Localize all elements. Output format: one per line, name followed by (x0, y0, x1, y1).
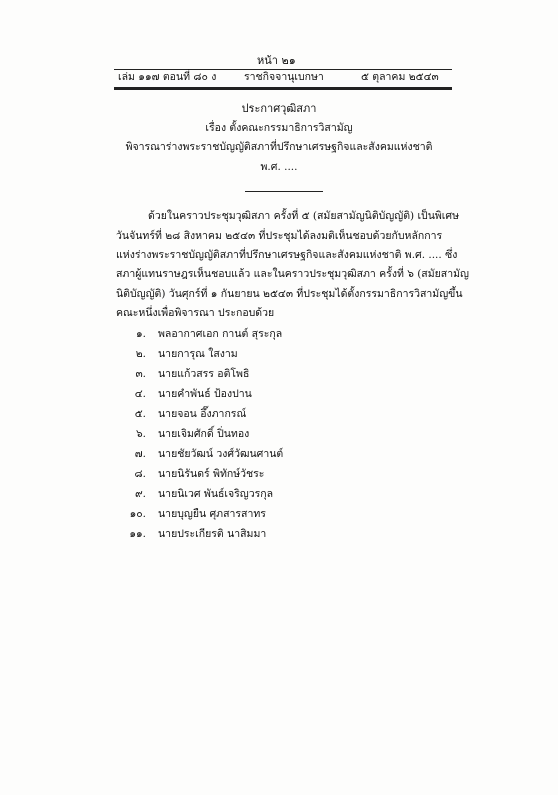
header-bottom-rule (114, 87, 452, 90)
body-line-6: คณะหนึ่งเพื่อพิจารณา ประกอบด้วย (116, 307, 275, 319)
body-line-1: ด้วยในคราวประชุมวุฒิสภา ครั้งที่ ๕ (สมัยสามัญนิติบัญญัติ) เป็นพิเศษ (148, 210, 459, 222)
announcement-subject: เรื่อง ตั้งคณะกรรมาธิการวิสามัญ (205, 122, 353, 134)
gazette-name: ราชกิจจานุเบกษา (244, 71, 324, 83)
body-line-4: สภาผู้แทนราษฎรเห็นชอบแล้ว และในคราวประชุมวุฒิสภา ครั้งที่ ๖ (สมัยสามัญ (116, 268, 469, 280)
page-number: หน้า ๒๑ (257, 54, 296, 67)
announcement-bill: พิจารณาร่างพระราชบัญญัติสภาที่ปรึกษาเศรษฐกิจและสังคมแห่งชาติ (125, 141, 433, 153)
body-line-3: แห่งร่างพระราชบัญญัติสภาที่ปรึกษาเศรษฐกิจและสังคมแห่งชาติ พ.ศ. .... ซึ่ง (116, 249, 458, 261)
body-line-2: วันจันทร์ที่ ๒๘ สิงหาคม ๒๕๔๓ ที่ประชุมได้ลงมติเห็นชอบด้วยกับหลักการ (116, 230, 443, 242)
member-list: ๑. พลอากาศเอก กานต์ สุระกุล ๒. นายการุณ ใสงาม ๓. นายแก้วสรร อติโพธิ ๔. นายคำพันธ์ ป้องปาน ๕. นายจอน อึ๊งภากรณ์ ๖. นายเจิมศักดิ์ ปิ่นทอง ๗. นายชัยวัฒน์ วงศ์วัฒนศานต์ ๘. นายนิรันดร์ พิทักษ์วัชระ ๙. นายนิเวศ พันธ์เจริญวรกุล ๑๐. นายบุญยืน ศุภสารสาทร ๑๑. นายประเกียรติ นาสิมมา (129, 328, 284, 540)
gazette-date: ๕ ตุลาคม ๒๕๔๓ (361, 71, 439, 83)
announcement-title: ประกาศวุฒิสภา (241, 102, 317, 115)
header-top-rule (114, 69, 452, 70)
title-separator (245, 191, 323, 192)
announcement-year: พ.ศ. .... (260, 161, 298, 173)
gazette-volume: เล่ม ๑๑๗ ตอนที่ ๘๐ ง (118, 71, 217, 83)
body-line-5: นิติบัญญัติ) วันศุกร์ที่ ๑ กันยายน ๒๕๔๓ ที่ประชุมได้ตั้งกรรมาธิการวิสามัญขึ้น (116, 288, 463, 300)
